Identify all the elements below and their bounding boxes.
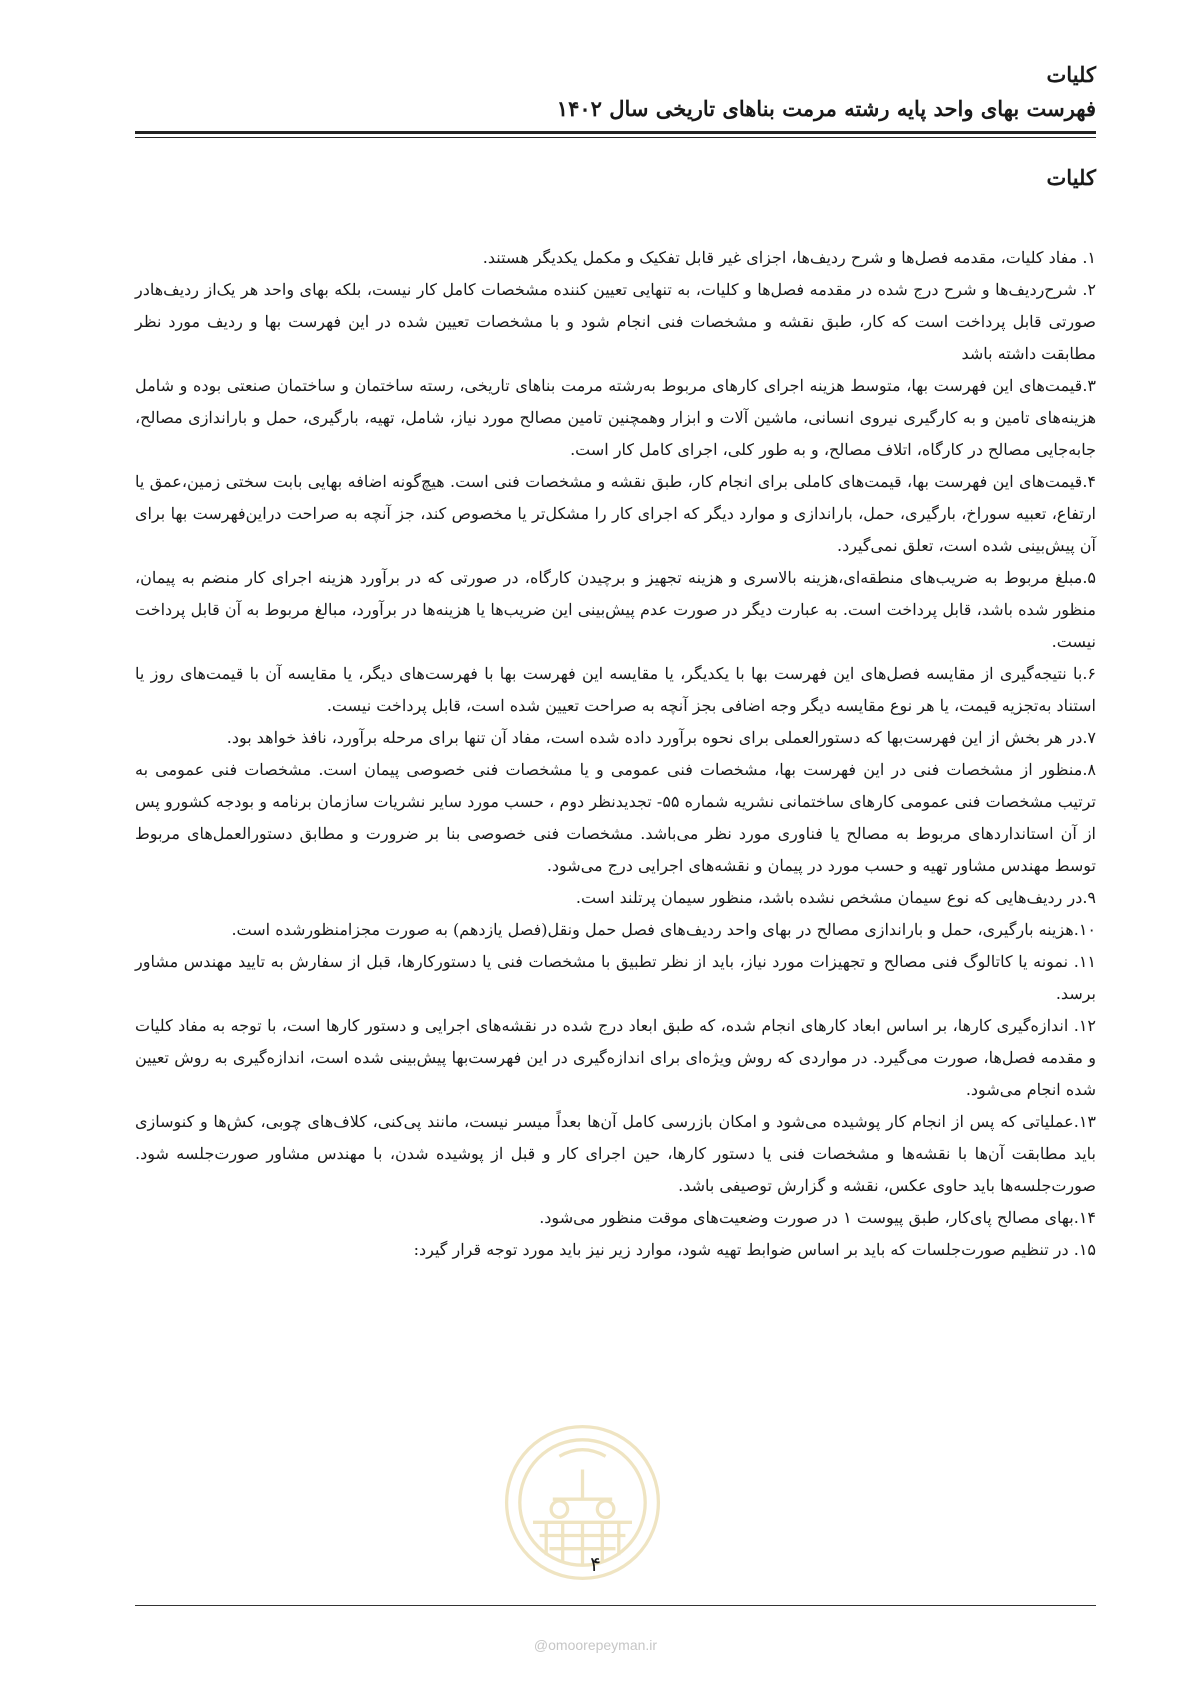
paragraph-14: ۱۴.بهای مصالح پای‌کار، طبق پیوست ۱ در صورت وضعیت‌های موقت منظور می‌شود. xyxy=(539,1208,1096,1227)
header-divider-thick xyxy=(135,131,1096,134)
paragraph-13: ۱۳.عملیاتی که پس از انجام کار پوشیده می‌شود و امکان بازرسی کامل آن‌ها بعداً میسر نیست، مانند پی‌کنی، کلاف‌های چوبی، کش‌ها و کنوسازی باید مطابقت آن‌ها با نقشه‌ها و مشخصات فنی یا دستور کارها، حین اجرای کار و قبل از پوشیده شدن، با مهندس مشاور صورت‌جلسه شود. صورت‌جلسه‌ها باید حاوی عکس، نقشه و گزارش توصیفی باشد. xyxy=(135,1112,1096,1195)
footer-divider xyxy=(135,1605,1096,1606)
page-header xyxy=(135,58,1096,126)
paragraph-7: ۷.در هر بخش از این فهرست‌بها که دستورالعملی برای نحوه برآورد داده شده است، مفاد آن تنها برای مرحله برآورد، نافذ خواهد بود. xyxy=(226,728,1096,747)
paragraph-12: ۱۲. اندازه‌گیری کارها، بر اساس ابعاد کارهای انجام شده، که طبق ابعاد درج شده در نقشه‌های اجرایی و دستور کارها است، با توجه به مفاد کلیات و مقدمه فصل‌ها، صورت می‌گیرد. در مواردی که روش ویژه‌ای برای اندازه‌گیری در این فهرست‌بها پیش‌بینی شده است، اندازه‌گیری به روش تعیین شده انجام می‌شود. xyxy=(135,1016,1096,1099)
header-divider-thin xyxy=(135,137,1096,138)
footer-site-watermark: @omoorepeyman.ir xyxy=(533,1637,658,1653)
body-text xyxy=(135,242,1096,1266)
paragraph-15: ۱۵. در تنظیم صورت‌جلسات که باید بر اساس ضوابط تهیه شود، موارد زیر نیز باید مورد توجه قرار گیرد: xyxy=(413,1240,1096,1259)
paragraph-9: ۹.در ردیف‌هایی که نوع سیمان مشخص نشده باشد، منظور سیمان پرتلند است. xyxy=(575,888,1096,907)
paragraph-4: ۴.قیمت‌های این فهرست بها، قیمت‌های کاملی برای انجام کار، طبق نقشه و مشخصات فنی است. هیچ‌گونه اضافه بهایی بابت سختی زمین،عمق یا ارتفاع، تعبیه سوراخ، بارگیری، حمل، باراندازی و موارد دیگر که اجرای کار را مشکل‌تر یا مخصوص کند، جز آنچه به صراحت دراین‌فهرست بها برای آن پیش‌بینی شده است، تعلق نمی‌گیرد. xyxy=(135,472,1096,555)
paragraph-1: ۱. مفاد کلیات، مقدمه فصل‌ها و شرح ردیف‌ها، اجزای غیر قابل تفکیک و مکمل یکدیگر هستند. xyxy=(482,248,1096,267)
paragraph-6: ۶.با نتیجه‌گیری از مقایسه فصل‌های این فهرست بها با یکدیگر، یا مقایسه این فهرست بها با فهرست‌های دیگر، یا مقایسه آن با قیمت‌های روز یا استناد به‌تجزیه قیمت، یا هر نوع مقایسه دیگر وجه اضافی بجز آنچه به صراحت تعیین شده است، قابل پرداخت نیست. xyxy=(135,664,1096,715)
header-document-title: فهرست بهای واحد پایه رشته مرمت بناهای تاریخی سال ۱۴۰۲ xyxy=(556,96,1096,121)
page-number: ۴ xyxy=(590,1552,601,1576)
paragraph-5: ۵.مبلغ مربوط به ضریب‌های منطقه‌ای،هزینه بالاسری و هزینه تجهیز و برچیدن کارگاه، در صورتی که در برآورد هزینه اجرای کار منضم به پیمان، منظور شده باشد، قابل پرداخت است. به عبارت دیگر در صورت عدم پیش‌بینی این ضریب‌ها یا هزینه‌ها در برآورد، مبالغ مربوط به آن قابل پرداخت نیست. xyxy=(135,568,1097,651)
paragraph-2: ۲. شرح‌ردیف‌ها و شرح درج شده در مقدمه فصل‌ها و کلیات، به تنهایی تعیین کننده مشخصات کامل کار نیست، بلکه بهای واحد هر یک‌از ردیف‌هادر صورتی قابل پرداخت است که کار، طبق نقشه و مشخصات فنی انجام شود و با مشخصات تعیین شده در این فهرست بها و ردیف مورد نظر مطابقت داشته باشد xyxy=(135,280,1096,363)
paragraph-3: ۳.قیمت‌های این فهرست بها، متوسط هزینه اجرای کارهای مربوط به‌رشته مرمت بناهای تاریخی، رسته ساختمان و ساختمان صنعتی بوده و شامل هزینه‌های تامین و به کارگیری نیروی انسانی، ماشین آلات و ابزار وهمچنین تامین مصالح مورد نیاز، شامل، تهیه، بارگیری، حمل و باراندازی مصالح، جابه‌جایی مصالح در کارگاه، اتلاف مصالح، و به طور کلی، اجرای کامل کار است. xyxy=(135,376,1097,459)
header-section-title: کلیات xyxy=(1046,62,1096,87)
paragraph-8: ۸.منظور از مشخصات فنی در این فهرست بها، مشخصات فنی عمومی و یا مشخصات فنی خصوصی پیمان است. مشخصات فنی عمومی به ترتیب مشخصات فنی عمومی کارهای ساختمانی نشریه شماره ۵۵- تجدیدنظر دوم ، حسب مورد سایر نشریات سازمان برنامه و بودجه کشورو پس از آن استانداردهای مربوط به مصالح یا فناوری مورد نظر می‌باشد. مشخصات فنی خصوصی بنا بر ضرورت و مطابق دستورالعمل‌های مربوط توسط مهندس مشاور تهیه و حسب مورد در پیمان و نقشه‌های اجرایی درج می‌شود. xyxy=(135,760,1097,875)
section-heading: کلیات xyxy=(1046,165,1096,190)
paragraph-11: ۱۱. نمونه یا کاتالوگ فنی مصالح و تجهیزات مورد نیاز، باید از نظر تطبیق با مشخصات فنی یا دستورکارها، قبل از سفارش به تایید مهندس مشاور برسد. xyxy=(135,952,1096,1003)
paragraph-10: ۱۰.هزینه بارگیری، حمل و باراندازی مصالح در بهای واحد ردیف‌های فصل حمل ونقل(فصل یازدهم) به صورت مجزامنظورشده است. xyxy=(231,920,1096,939)
